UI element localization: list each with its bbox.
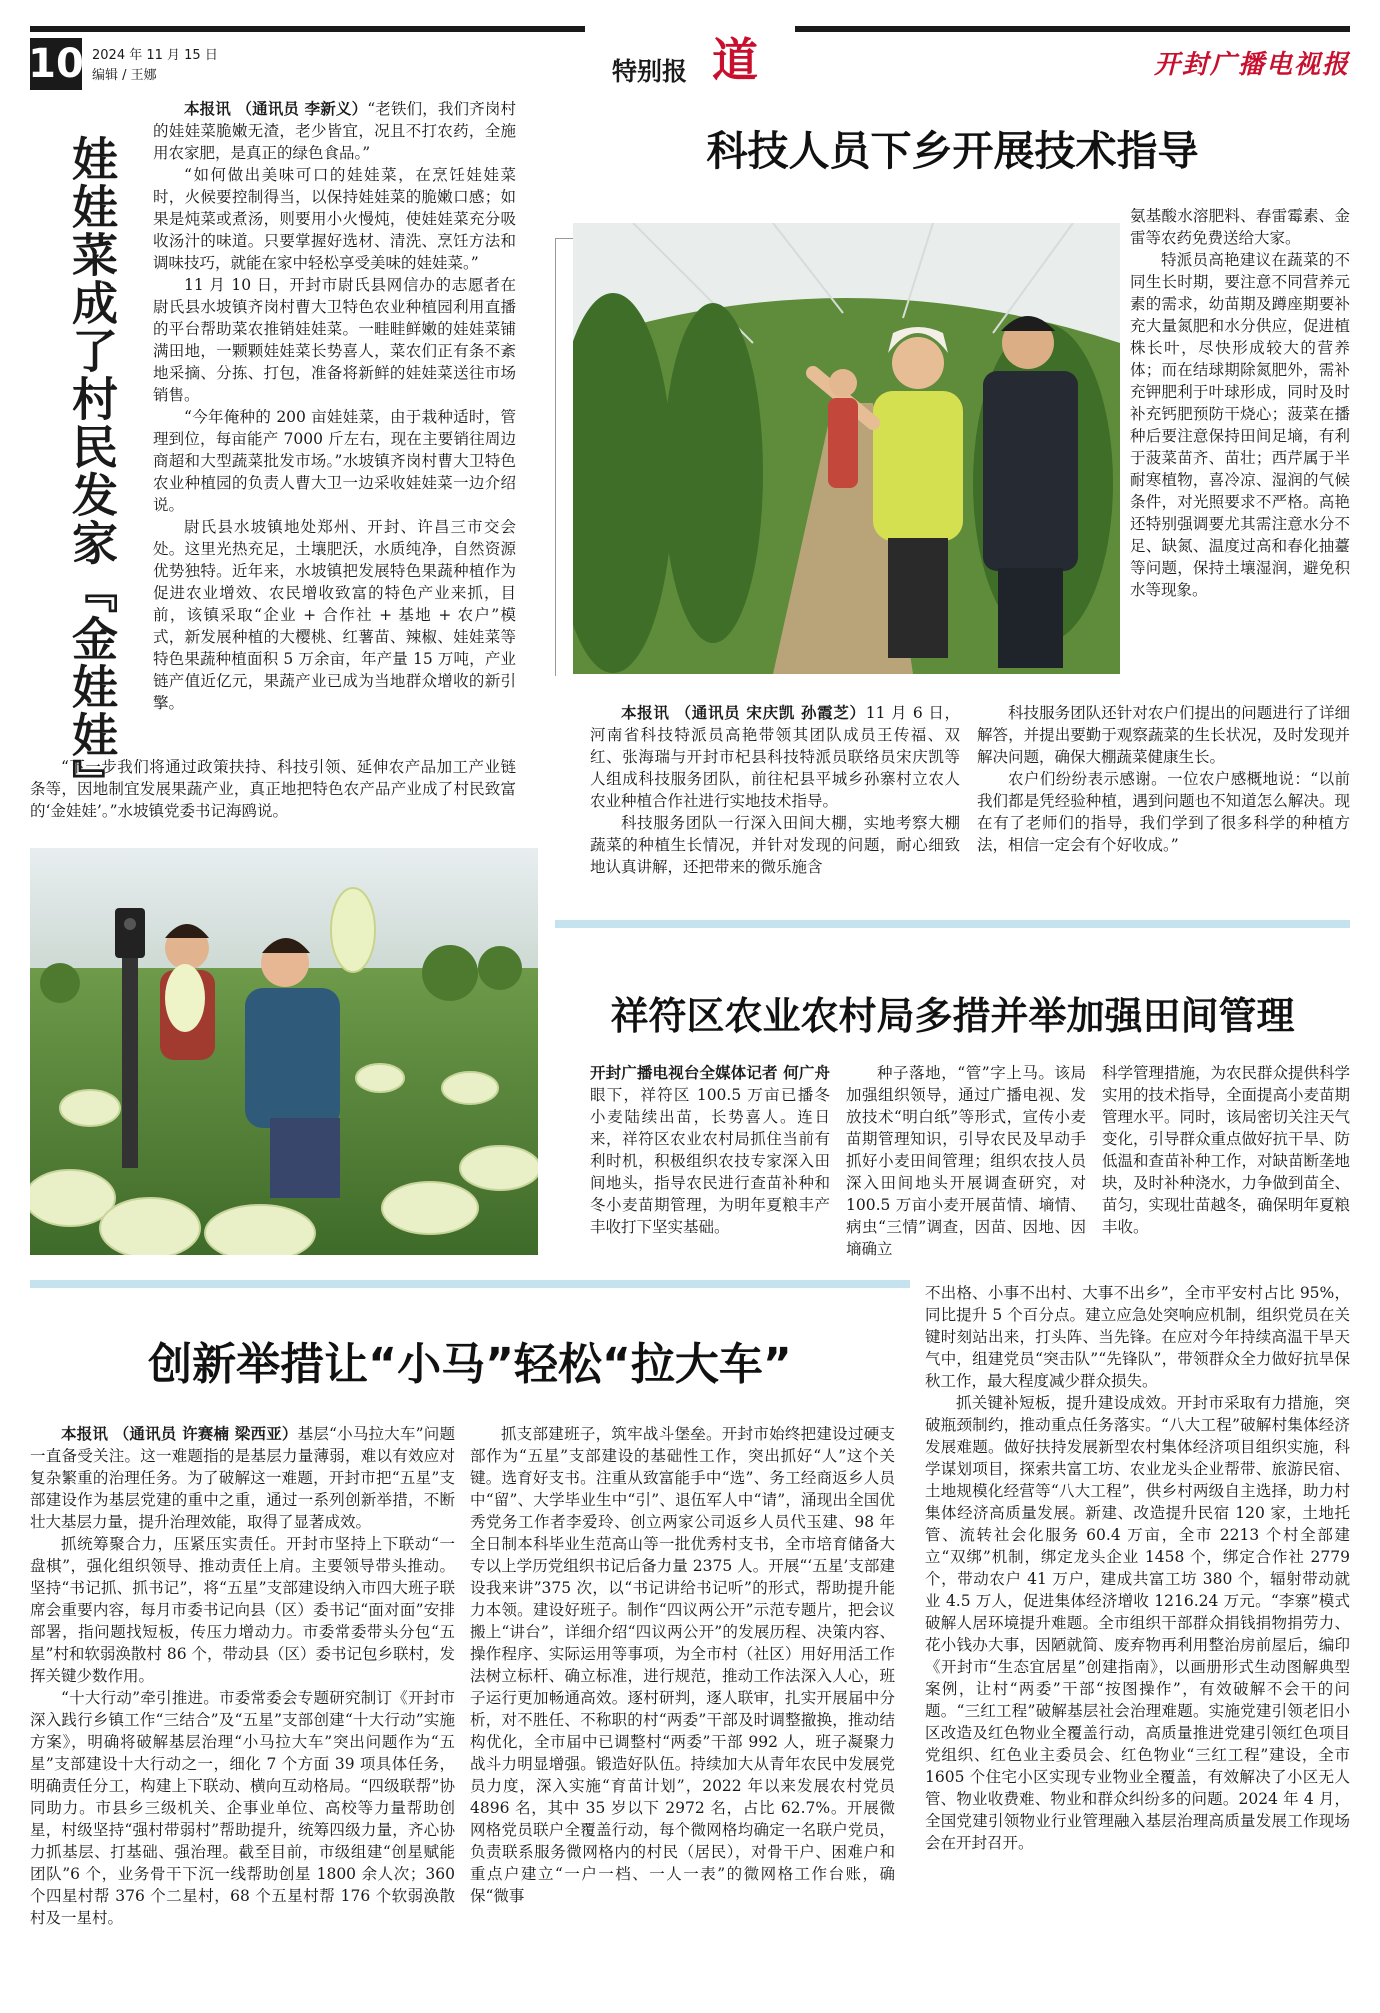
section-big-char: 道 (712, 33, 758, 87)
article1-p5: 尉氏县水坡镇地处郑州、开封、许昌三市交会处。这里光热充足，土壤肥沃，水质纯净，自然资源优势独特。近年来，水坡镇把发展特色果蔬种植作为促进农业增效、农民增收致富的特色产业来抓，目前，该镇采取“企业 + 合作社 + 基地 + 农户”模式，新发展种植的大樱桃、红薯苗、辣椒、娃娃菜等特色果蔬种植面积 5 万余亩，年产量 15 万吨，产业链产值近亿元，果蔬产业已成为当地群众增收的新引擎。 (153, 518, 516, 712)
article2-left (590, 702, 960, 878)
article2-l-p1: 本报讯 （通讯员 宋庆凯 孙霞芝）11 月 6 日，河南省科技特派员高艳带领其团队成员王传福、双红、张海瑞与开封市杞县科技特派员联络员宋庆凯等人组成科技服务团队，前往杞县平城乡孙寨村立农人农业种植合作社进行实地技术指导。 (590, 703, 960, 810)
article4-c1-p3: “十大行动”牵引推进。市委常委会专题研究制订《开封市深入践行乡镇工作“三结合”及“五星”支部创建“十大行动”实施方案》，明确将破解基层治理“小马拉大车”突出问题作为“五星”支部建设十大行动之一，细化 7 个方面 39 项具体任务，明确责任分工，构建上下联动、横向互动格局。“四级联帮”协同助力。市县乡三级机关、企事业单位、高校等力量帮助创星，村级坚持“强村带弱村”帮助提升，统筹四级力量，齐心协力抓基层、打基础、强治理。截至目前，市级组建“创星赋能团队”6 个，业务骨干下沉一线帮助创星 1800 余人次；360 个四星村帮 376 个二星村，68 个五星村帮 176 个软弱涣散村及一星村。 (30, 1689, 455, 1927)
article2-rb-p2: 农户们纷纷表示感谢。一位农户感概地说：“以前我们都是凭经验种植，遇到问题也不知道怎么解决。现在有了老师们的指导，我们学到了很多科学的种植方法，相信一定会有个好收成。” (977, 770, 1350, 854)
article4-c3-p1: 不出格、小事不出村、大事不出乡”，全市平安村占比 95%，同比提升 5 个百分点。建立应急处突响应机制，组织党员在关键时刻站出来，打头阵、当先锋。在应对今年持续高温干旱天气中，组建党员“突击队”“先锋队”，带领群众全力做好抗旱保秋工作，最大程度减少群众损失。 (925, 1284, 1350, 1390)
page-number: 10 (30, 38, 82, 90)
article4-col2 (470, 1423, 895, 1907)
article4-c1-p2: 抓统筹聚合力，压紧压实责任。开封市坚持上下联动“一盘棋”，强化组织领导、推动责任上肩。主要领导带头推动。坚持“书记抓、抓书记”，将“五星”支部建设纳入市四大班子联席会重要内容，每月市委书记向县（区）委书记“面对面”安排部署，指问题找短板，传压力增动力。市委常委带头分包“五星”村和软弱涣散村 86 个，带动县（区）委书记包乡联村，发挥关键少数作用。 (30, 1535, 456, 1685)
article3-col1: 开封广播电视台全媒体记者 何广舟 眼下，祥符区 100.5 万亩已播冬小麦陆续出苗，长势喜人。连日来，祥符区农业农村局抓住当前有利时机，积极组织农技专家深入田间地头，指导农民进行查苗补种和冬小麦苗期管理，为明年夏粮丰产丰收打下坚实基础。 (590, 1063, 830, 1236)
article1-p6: “下一步我们将通过政策扶持、科技引领、延伸农产品加工产业链条等，因地制宜发展果蔬产业，真正地把特色农产品产业成了村民致富的‘金娃娃’。”水坡镇党委书记海鸥说。 (30, 758, 516, 820)
header-bar-left (30, 26, 585, 32)
article2-rt-p2: 特派员高艳建议在蔬菜的不同生长时期，要注意不同营养元素的需求，幼苗期及蹲座期要补充大量氮肥和水分供应，促进植株长叶，尽快形成较大的营养体；而在结球期除氮肥外，需补充钾肥利于叶球形成，同时及时补充钙肥预防干烧心；菠菜在播种后要注意保持田间足墒，有利于菠菜苗齐、苗壮；西芹属于半耐寒植物，喜冷凉、湿润的气候条件，对光照要求不严格。高艳还特别强调要尤其需注意水分不足、缺氮、温度过高和春化抽薹等问题，保持土壤湿润，避免积水等现象。 (1130, 251, 1350, 599)
paper-name: 开封广播电视报 (1153, 50, 1350, 80)
article2-title: 科技人员下乡开展技术指导 (706, 127, 1199, 175)
article2-right-bottom (977, 702, 1350, 856)
article1-p3: 11 月 10 日，开封市尉氏县网信办的志愿者在尉氏县水坡镇齐岗村曹大卫特色农业种植园利用直播的平台帮助菜农推销娃娃菜。一畦畦鲜嫩的娃娃菜铺满田地，一颗颗娃娃菜长势喜人，菜农们正有条不紊地采摘、分拣、打包，准备将新鲜的娃娃菜送往市场销售。 (153, 276, 516, 404)
article3-col3: 科学管理措施，为农民群众提供科学实用的技术指导，全面提高小麦苗期管理水平。同时，该局密切关注天气变化，引导群众重点做好抗干旱、防低温和查苗补种工作，对缺苗断垄地块，及时补种浇水，力争做到苗全、苗匀，实现壮苗越冬，确保明年夏粮丰收。 (1102, 1064, 1351, 1236)
article4-byline: 本报讯 （通讯员 许赛楠 梁西亚） (61, 1424, 298, 1443)
divider-1 (555, 920, 1350, 928)
article2-byline: 本报讯 （通讯员 宋庆凯 孙霞芝） (621, 703, 866, 722)
article4-c3-p2: 抓关键补短板，提升建设成效。开封市采取有力措施，突破瓶颈制约，推动重点任务落实。“八大工程”破解村集体经济发展难题。做好扶持发展新型农村集体经济项目组织实施，科学谋划项目，探索共富工坊、农业龙头企业帮带、旅游民宿、土地规模化经营等“八大工程”，供乡村两级自主选择，助力村集体经济高质量发展。新建、改造提升民宿 120 家，土地托管、流转社会化服务 60.4 万亩，全市 2213 个村全部建立“双绑”机制，绑定龙头企业 1458 个，绑定合作社 2779 个，带动农户 41 万户，建成共富工坊 380 个，辐射带动就业 4.5 万人，促进集体经济增收 1216.24 万元。“李寨”模式破解人居环境提升难题。全市组织干部群众捐钱捐物捐劳力、花小钱办大事，因陋就简、废弃物再利用整治房前屋后，编印《开封市“生态宜居星”创建指南》，以画册形式生动图解典型案例，让村“两委”干部“按图操作”，有效破解不会干的问题。“三红工程”破解基层社会治理难题。实施党建引领老旧小区改造及红色物业全覆盖行动，高质量推进党建引领红色项目党组织、红色业主委员会、红色物业“三红工程”建设，全市 1605 个住宅小区实现专业物业全覆盖，有效解决了小区无人管、物业收费难、物业和群众纠纷多的问题。2024 年 4 月，全国党建引领物业行业管理融入基层治理高质量发展工作现场会在开封召开。 (925, 1394, 1350, 1852)
article1-p4: “今年俺种的 200 亩娃娃菜，由于栽种适时，管理到位，每亩能产 7000 斤左右，现在主要销往周边商超和大型蔬菜批发市场。”水坡镇齐岗村曹大卫特色农业种植园的负责人曹大卫一边采收娃娃菜一边介绍说。 (153, 408, 516, 514)
article3-col2: 种子落地，“管”字上马。该局加强组织领导，通过广播电视、发放技术“明白纸”等形式，宣传小麦苗期管理知识，引导农民及早动手抓好小麦田间管理；组织农技人员深入田间地头开展调查研究，对 100.5 万亩小麦开展苗情、墒情、病虫“三情”调查，因苗、因地、因墒确立 (846, 1064, 1086, 1258)
article1-title: 娃娃菜成了村民发家『金娃娃』 (65, 135, 119, 807)
article4-col1 (30, 1423, 455, 1929)
issue-date: 2024 年 11 月 15 日 (92, 48, 218, 63)
article1-photo (30, 848, 538, 1255)
article3-title: 祥符区农业农村局多措并举加强田间管理 (610, 994, 1295, 1038)
article4-col3 (925, 1282, 1350, 1854)
article1-byline: 本报讯 （通讯员 李新义） (184, 99, 368, 118)
article2-rt-p1: 氨基酸水溶肥料、春雷霉素、金雷等农药免费送给大家。 (1130, 207, 1350, 247)
section-title (612, 28, 782, 88)
header-bar-right (795, 26, 1350, 32)
article2-photo (573, 223, 1120, 674)
article1-body (153, 98, 516, 714)
article2-right-top (1130, 205, 1350, 601)
divider-2 (30, 1280, 910, 1288)
section-prefix: 特别报 (612, 57, 688, 86)
article4-c2-p1: 抓支部建班子，筑牢战斗堡垒。开封市始终把建设过硬支部作为“五星”支部建设的基础性工作，突出抓好“人”这个关键。选育好支书。注重从致富能手中“选”、务工经商返乡人员中“留”、大学毕业生中“引”、退伍军人中“请”，涌现出全国优秀党务工作者李爱玲、创立两家公司返乡人员代玉建、98 年全日制本科毕业生范高山等一批优秀村支书，全市培育储备大专以上学历党组织书记后备力量 2375 人。开展“‘五星’支部建设我来讲”375 次，以“书记讲给书记听”的形式，帮助提升能力本领。建设好班子。制作“四议两公开”示范专题片，把会议搬上“讲台”，详细介绍“四议两公开”的发展历程、决策内容、操作程序、实际运用等事项，为全市村（社区）用好用活工作法树立标杆、确立标准，进行规范，推动工作法深入人心，班子运行更加畅通高效。逐村研判，逐人联审，扎实开展届中分析，对不胜任、不称职的村“两委”干部及时调整撤换，推动结构优化，全市届中已调整村“两委”干部 992 人，班子凝聚力战斗力明显增强。锻造好队伍。持续加大从青年农民中发展党员力度，深入实施“育苗计划”，2022 年以来发展农村党员 4896 名，其中 35 岁以下 2972 名，占比 62.7%。开展微网格党员联户全覆盖行动，每个微网格均确定一名联户党员，负责联系服务微网格内的村民（居民），对骨干户、困难户和重点户建立“一户一档、一人一表”的微网格工作台账，确保“微事 (470, 1425, 895, 1905)
article1-p1: 本报讯 （通讯员 李新义）“老铁们，我们齐岗村的娃娃菜脆嫩无渣，老少皆宜，况且不打农药，全施用农家肥，是真正的绿色食品。” (153, 99, 516, 162)
article2-rb-p1: 科技服务团队还针对农户们提出的问题进行了详细解答，并提出要勤于观察蔬菜的生长状况，及时发现并解决问题，确保大棚蔬菜健康生长。 (977, 704, 1350, 766)
editor: 编辑 / 王娜 (92, 68, 157, 83)
article4-title: 创新举措让“小马”轻松“拉大车” (148, 1339, 792, 1390)
article4-c1-p1: 本报讯 （通讯员 许赛楠 梁西亚）基层“小马拉大车”问题一直备受关注。这一难题指的是基层力量薄弱，难以有效应对复杂繁重的治理任务。为了破解这一难题，开封市把“五星”支部建设作为基层党建的重中之重，通过一系列创新举措，不断壮大基层力量，提升治理效能，取得了显著成效。 (30, 1424, 455, 1531)
article2-l-p2: 科技服务团队一行深入田间大棚，实地考察大棚蔬菜的种植生长情况，并针对发现的问题，耐心细致地认真讲解，还把带来的微乐施含 (590, 814, 960, 876)
article2-frame-left (555, 238, 556, 676)
article3-byline: 开封广播电视台全媒体记者 何广舟 (590, 1063, 830, 1082)
article1-p2: “如何做出美味可口的娃娃菜，在烹饪娃娃菜时，火候要控制得当，以保持娃娃菜的脆嫩口感；如果是炖菜或煮汤，则要用小火慢炖，使娃娃菜充分吸收汤汁的味道。只要掌握好选材、清洗、烹饪方法和调味技巧，就能在家中轻松享受美味的娃娃菜。” (153, 166, 516, 272)
